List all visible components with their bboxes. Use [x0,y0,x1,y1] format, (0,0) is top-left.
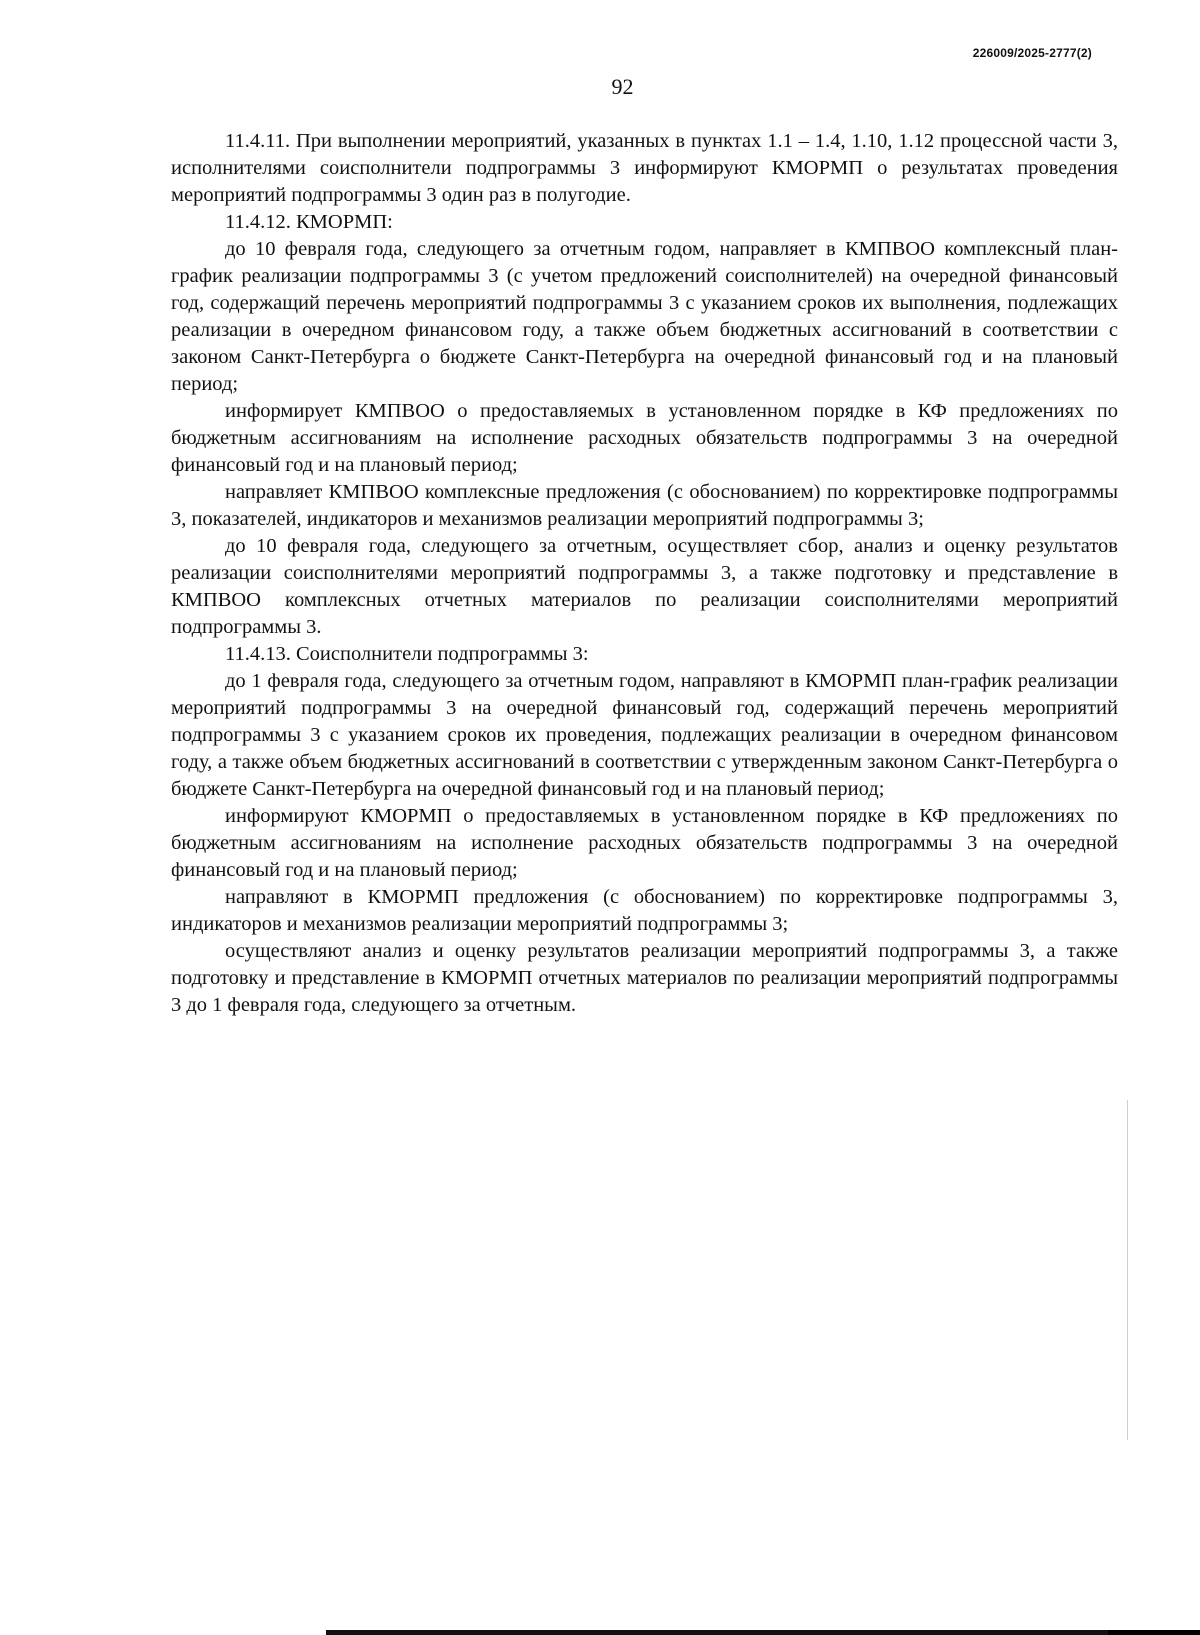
scan-bottom-edge [326,1630,1200,1635]
paragraph-11-4-13-heading: 11.4.13. Соисполнители подпрограммы 3: [225,643,589,665]
paragraph-coexecutors-plan: до 1 февраля года, следующего за отчетным годом, направляют в КМОРМП план-график реализации мероприятий подпрограммы 3 на очередной финансовый год, содержащий перечень мероприятий подпрограммы 3 с указанием сроков их проведения, подлежащих реализации в очередном финансовом году, а также объем бюджетных ассигнований в соответствии с утвержденным законом Санкт-Петербурга о бюджете Санкт-Петербурга на очередной финансовый год и на плановый период; [171,670,1118,800]
paragraph-kmormp-inform: информирует КМПВОО о предоставляемых в установленном порядке в КФ предложениях по бюджетным ассигнованиям на исполнение расходных обязательств подпрограммы 3 на очередной финансовый год и на плановый период; [171,400,1118,476]
scan-bottom-corner [1108,1630,1200,1635]
paragraph-kmormp-report: до 10 февраля года, следующего за отчетным, осуществляет сбор, анализ и оценку результатов реализации соисполнителями мероприятий подпрограммы 3, а также подготовку и представление в КМПВОО комплексных отчетных материалов по реализации соисполнителями мероприятий подпрограммы 3. [171,535,1118,638]
paragraph-coexecutors-inform: информируют КМОРМП о предоставляемых в установленном порядке в КФ предложениях по бюджетным ассигнованиям на исполнение расходных обязательств подпрограммы 3 на очередной финансовый год и на плановый период; [171,805,1118,881]
paragraph-11-4-12-heading: 11.4.12. КМОРМП: [225,211,393,233]
document-body [171,128,1118,1019]
paragraph-kmormp-proposals: направляет КМПВОО комплексные предложения (с обоснованием) по корректировке подпрограммы 3, показателей, индикаторов и механизмов реализации мероприятий подпрограммы 3; [171,481,1118,530]
document-number: 226009/2025-2777(2) [972,46,1092,60]
paragraph-kmormp-plan: до 10 февраля года, следующего за отчетным годом, направляет в КМПВОО комплексный план-график реализации подпрограммы 3 (с учетом предложений соисполнителей) на очередной финансовый год, содержащий перечень мероприятий подпрограммы 3 с указанием сроков их выполнения, подлежащих реализации в очередном финансовом году, а также объем бюджетных ассигнований в соответствии с законом Санкт-Петербурга о бюджете Санкт-Петербурга на очередной финансовый год и на плановый период; [171,238,1118,395]
paragraph-11-4-11: 11.4.11. При выполнении мероприятий, указанных в пунктах 1.1 – 1.4, 1.10, 1.12 процессной части 3, исполнителями соисполнители подпрограммы 3 информируют КМОРМП о результатах проведения мероприятий подпрограммы 3 один раз в полугодие. [171,130,1118,206]
page-number: 92 [611,74,634,99]
paragraph-coexecutors-report: осуществляют анализ и оценку результатов реализации мероприятий подпрограммы 3, а также подготовку и представление в КМОРМП отчетных материалов по реализации мероприятий подпрограммы 3 до 1 февраля года, следующего за отчетным. [171,940,1118,1016]
paragraph-coexecutors-proposals: направляют в КМОРМП предложения (с обоснованием) по корректировке подпрограммы 3, индикаторов и механизмов реализации мероприятий подпрограммы 3; [171,886,1118,935]
scan-edge-line [1127,1100,1128,1440]
